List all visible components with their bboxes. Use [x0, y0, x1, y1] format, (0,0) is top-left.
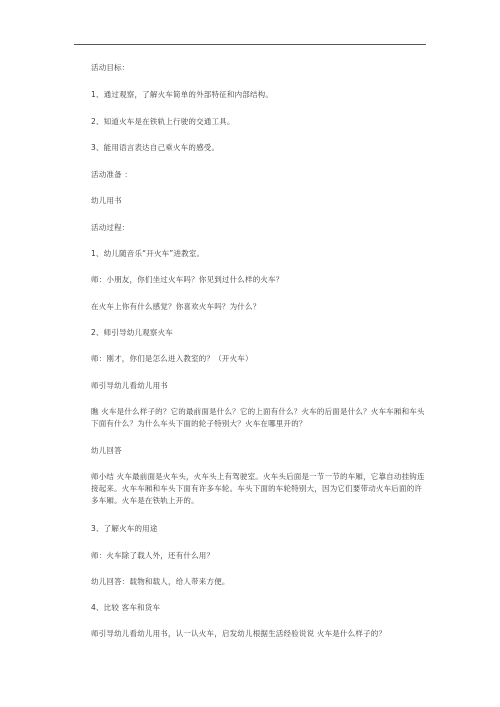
- teacher-question-3: 师：刚才，你们是怎么进入教室的？（开火车）: [91, 354, 253, 363]
- observation-paragraph: 瞧 火车是什么样子的？它的最前面是什么？它的上面有什么？火车的后面是什么？火车车厢和车头下面有什么？为什么车头下面的轮子特别大？火车在哪里开的？: [91, 407, 425, 428]
- teacher-guide-1: 师引导幼儿看幼儿用书: [91, 381, 168, 390]
- heading-process: 活动过程：: [91, 223, 130, 232]
- process-step-3: 3、了解火车的用途: [91, 524, 158, 533]
- teacher-question-1: 师：小朋友，你们坐过火车吗？你见到过什么样的火车？: [91, 275, 284, 284]
- process-step-4: 4、比较 客车和货车: [91, 603, 161, 612]
- heading-objectives: 活动目标：: [91, 63, 130, 72]
- teacher-summary-paragraph: 师小结 火车最前面是火车头，火车头上有驾驶室。火车头后面是一节一节的车厢，它靠自动挂钩连接起来。火车车厢和车头下面有许多车轮。车头下面的车轮特别大，因为它们要带动火车后面的许多车厢。火车是在铁轨上开的。: [91, 472, 425, 505]
- objective-3: 3、能用语言表达自己乘火车的感受。: [91, 143, 220, 152]
- preparation-item: 幼儿用书: [91, 196, 122, 205]
- teacher-question-4: 师：火车除了载人外，还有什么用？: [91, 551, 215, 560]
- process-step-1: 1、幼儿随音乐“开火车”进教室。: [91, 249, 205, 258]
- header-rule: [74, 44, 426, 45]
- teacher-question-2: 在火车上你有什么感觉？你喜欢火车吗？为什么？: [91, 302, 261, 311]
- heading-preparation: 活动准备 ：: [91, 170, 133, 179]
- process-step-2: 2、师引导幼儿观察火车: [91, 328, 173, 337]
- teacher-guide-2: 师引导幼儿看幼儿用书，认一认火车，启发幼儿根据生活经验说说 火车是什么样子的？: [91, 629, 387, 638]
- objective-2: 2、知道火车是在铁轨上行驶的交通工具。: [91, 117, 235, 126]
- children-answer-1: 幼儿回答: [91, 446, 122, 455]
- children-answer-2: 幼儿回答：载物和载人，给人带来方便。: [91, 577, 230, 586]
- objective-1: 1、通过观察，了解火车简单的外部特征和内部结构。: [91, 90, 274, 99]
